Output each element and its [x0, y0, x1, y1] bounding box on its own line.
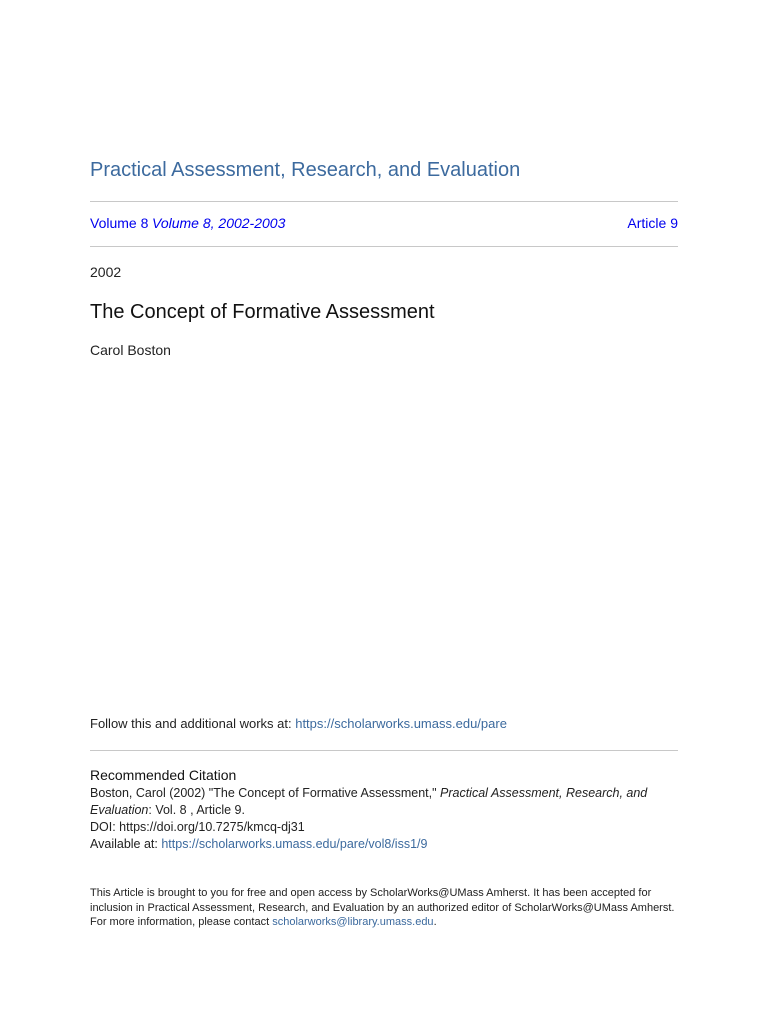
recommended-citation: [90, 765, 678, 853]
citation-doi: DOI: https://doi.org/10.7275/kmcq-dj31: [90, 820, 305, 834]
follow-text: Follow this and additional works at:: [90, 716, 296, 731]
article-title: The Concept of Formative Assessment: [90, 301, 435, 323]
citation-volume: : Vol. 8 , Article 9.: [148, 803, 245, 817]
volume-row: [90, 213, 678, 233]
divider-bottom: [90, 750, 678, 751]
access-note-text: This Article is brought to you for free and open access by ScholarWorks@UMass Amherst. It has been accepted for inclusion in Practical Assessment, Research, and Evaluation by an authorized editor of ScholarWorks@UMass Amherst. For more information, please contact: [90, 887, 675, 928]
available-prefix: Available at:: [90, 837, 162, 851]
access-note: [90, 886, 678, 930]
citation-journal-line1: Practical Assessment, Research, and: [440, 786, 648, 800]
citation-text: [90, 785, 678, 819]
author-name: Carol Boston: [90, 342, 171, 358]
citation-prefix: Boston, Carol (2002) "The Concept of Formative Assessment,": [90, 786, 440, 800]
citation-available: [90, 836, 678, 853]
follow-link[interactable]: https://scholarworks.umass.edu/pare: [295, 716, 507, 731]
journal-title-link[interactable]: Practical Assessment, Research, and Evaluation: [90, 159, 521, 181]
volume-link[interactable]: Volume 8: [90, 215, 149, 231]
citation-heading: Recommended Citation: [90, 767, 237, 783]
publication-year: 2002: [90, 264, 122, 280]
follow-line: [90, 714, 678, 734]
divider-middle: [90, 246, 678, 247]
issue-link[interactable]: Volume 8, 2002-2003: [152, 215, 286, 231]
article-number-link[interactable]: Article 9: [627, 215, 678, 231]
access-note-end: .: [433, 916, 437, 928]
citation-journal-line2: Evaluation: [90, 803, 149, 817]
divider-top: [90, 201, 678, 202]
contact-email-link[interactable]: scholarworks@library.umass.edu: [272, 916, 434, 928]
available-link[interactable]: https://scholarworks.umass.edu/pare/vol8/iss1/9: [161, 837, 428, 851]
